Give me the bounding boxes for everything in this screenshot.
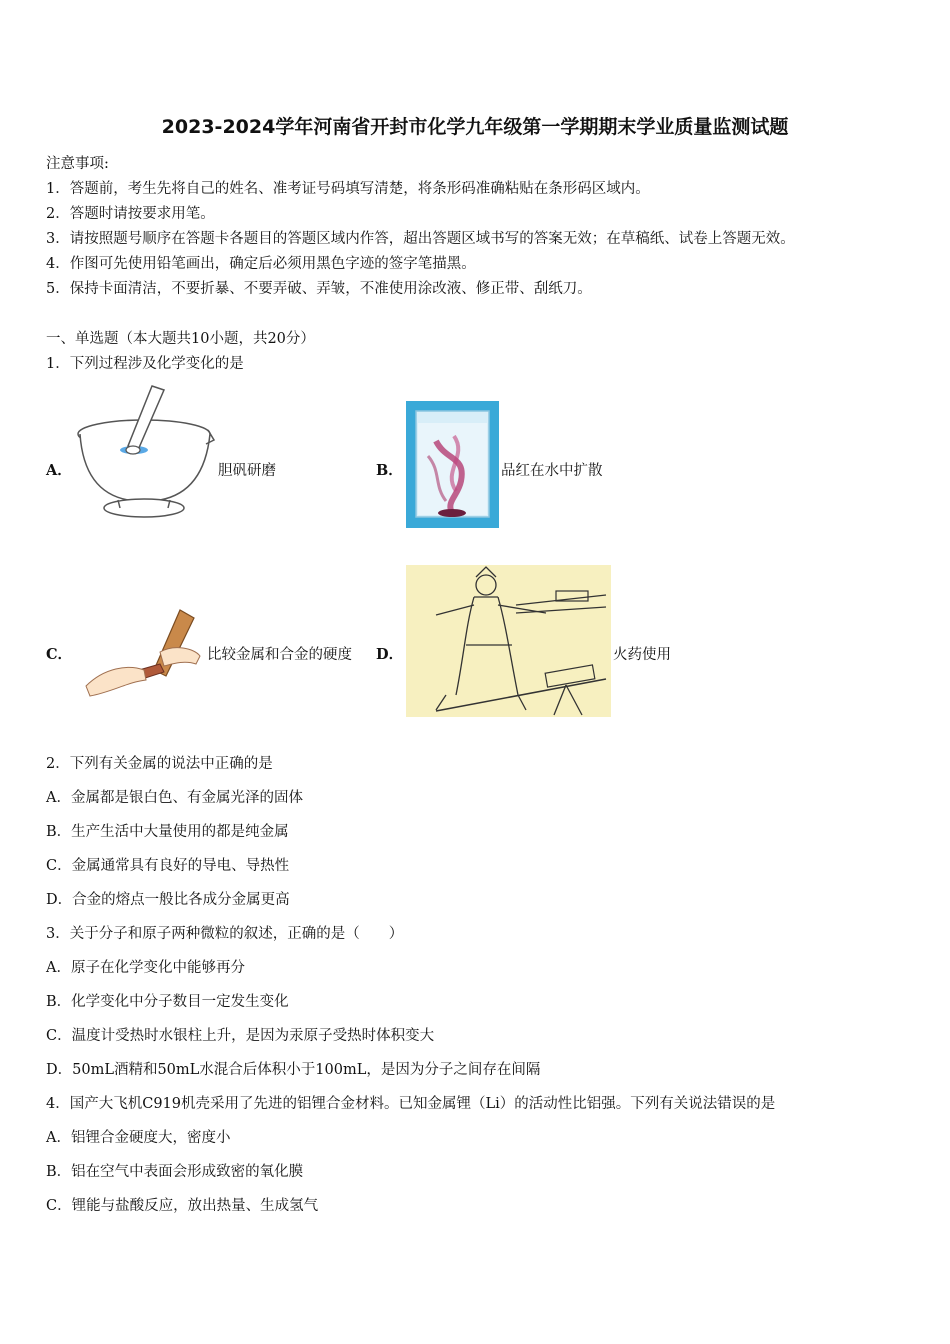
q1-option-a-text: 胆矾研磨 [218,463,276,479]
q3-option-a: A．原子在化学变化中能够再分 [46,960,245,976]
gunpowder-image [406,565,611,717]
page-title: 2023-2024学年河南省开封市化学九年级第一学期期末学业质量监测试题 [161,116,789,138]
notice-item-1: 1．答题前，考生先将自己的姓名、准考证号码填写清楚，将条形码准确粘贴在条形码区域内。 [46,181,650,197]
q1-option-d-text: 火药使用 [613,647,671,663]
q4-option-c: C．锂能与盐酸反应，放出热量、生成氢气 [46,1198,319,1214]
notice-item-2: 2．答题时请按要求用笔。 [46,206,215,222]
q2-option-c: C．金属通常具有良好的导电、导热性 [46,858,290,874]
notice-heading: 注意事项: [46,156,109,172]
q4-stem: 4．国产大飞机C919机壳采用了先进的铝锂合金材料。已知金属锂（Li）的活动性比铝强。下列有关说法错误的是 [46,1096,776,1112]
metal-scratch-image [84,608,204,698]
beaker-dye-image [406,401,499,528]
q3-option-c: C．温度计受热时水银柱上升，是因为汞原子受热时体积变大 [46,1028,435,1044]
q3-stem: 3．关于分子和原子两种微粒的叙述，正确的是（ ） [46,926,404,942]
notice-item-4: 4．作图可先使用铅笔画出，确定后必须用黑色字迹的签字笔描黑。 [46,256,476,272]
q1-option-b-label: B． [376,462,403,479]
q1-option-d-label: D． [376,646,404,663]
notice-item-5: 5．保持卡面清洁，不要折暴、不要弄破、弄皱，不准使用涂改液、修正带、刮纸刀。 [46,281,592,297]
q1-option-c-label: C． [46,646,73,663]
q1-option-b-text: 品红在水中扩散 [501,463,603,479]
q4-option-a: A．铝锂合金硬度大，密度小 [46,1130,231,1146]
q3-option-d: D．50mL酒精和50mL水混合后体积小于100mL，是因为分子之间存在间隔 [46,1062,541,1078]
q4-option-b: B．铝在空气中表面会形成致密的氧化膜 [46,1164,304,1180]
q3-option-b: B．化学变化中分子数目一定发生变化 [46,994,289,1010]
q1-stem: 1．下列过程涉及化学变化的是 [46,356,244,372]
q2-option-d: D．合金的熔点一般比各成分金属更高 [46,892,290,908]
notice-item-3: 3．请按照题号顺序在答题卡各题目的答题区域内作答，超出答题区域书写的答案无效；在草稿纸、试卷上答题无效。 [46,231,795,247]
q2-stem: 2．下列有关金属的说法中正确的是 [46,756,273,772]
q1-option-a-label: A． [46,462,72,479]
section-heading: 一、单选题（本大题共10小题，共20分） [46,331,315,347]
mortar-pestle-image [74,384,216,524]
q2-option-b: B．生产生活中大量使用的都是纯金属 [46,824,289,840]
q1-option-c-text: 比较金属和合金的硬度 [207,647,352,663]
q2-option-a: A．金属都是银白色、有金属光泽的固体 [46,790,303,806]
